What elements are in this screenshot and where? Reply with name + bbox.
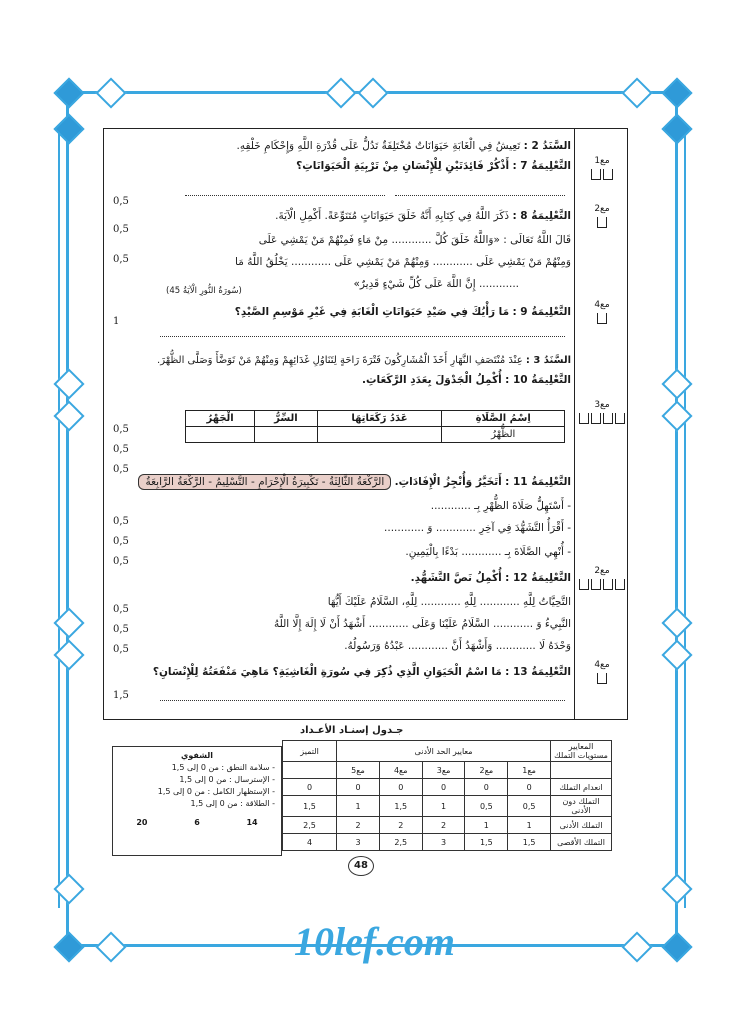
criterion-label: مع4 [575,660,629,684]
level-label: التملك الأقصى [551,834,612,851]
options-box: الرَّكْعَةُ الثَّالِثَةُ - تَكْبِيرَةُ الْإِحْرَامِ - التَّسْلِيمُ - الرَّكْعَةُ الرَّابِعَةُ [138,474,391,490]
mark-value: 0,5 [113,624,129,635]
tashahhud-line-1: التَّحِيَّاتُ لِلَّهِ ............ لِلَّهِ ............ لِلَّهِ، السَّلَامُ عَلَيْكَ أَيُّهَا [327,596,571,608]
ornament-diamond [661,368,692,399]
verse-line-3: ............ إِنَّ اللَّهَ عَلَى كُلِّ شَيْءٍ قَدِيرٌ» [353,278,519,290]
criterion-label: مع2 [575,204,629,228]
support-3: السَّنَدُ 3 : عِنْدَ مُنْتَصَفِ النَّهَارِ أَخَذَ الْمُشَارِكُونَ فَتْرَةَ رَاحَةٍ لِتَنَاوُلِ غَدَائِهِمْ وَمِنْهُمْ مَنْ تَوَضَّأَ وَصَلَّى الظُّهْرَ. [157,355,571,366]
answer-line[interactable] [160,336,565,337]
mark-value: 1,5 [113,690,129,701]
grid-cell: 2 [379,817,422,834]
ornament-diamond [621,77,652,108]
scoring-title: جـدول إسنـاد الأعـداد [300,725,404,736]
level-label: التملك الأدنى [551,817,612,834]
instruction-8: التَّعْلِيمَةُ 8 : ذَكَرَ اللَّهُ فِي كِتَابِهِ أَنَّهُ خَلَقَ حَيَوَانَاتٍ مُتَنَوِّعَةً. أَكْمِلِ الْآيَةَ. [275,210,571,222]
criterion-label: مع1 [575,156,629,180]
completion-item: - أَقْرَأُ التَّشَهُّدَ فِي آخِرِ ............ وَ ............ [384,522,571,534]
total-value: 14 [246,818,258,827]
grid-header: مع3 [422,762,465,779]
mark-value: 0,5 [113,444,129,455]
grid-cell: 1,5 [379,796,422,817]
marks-column [103,128,149,720]
tashahhud-line-2: النَّبِيءُ وَ ............ السَّلَامُ عَلَيْنَا وَعَلَى ............ أَشْهَدُ أَنْ لَا إِلَهَ إِلَّا اللَّهُ [273,618,571,630]
grid-cell: 3 [337,834,380,851]
grid-header: مع5 [337,762,380,779]
ornament-diamond [357,77,388,108]
grid-cell: 0 [337,779,380,796]
table-cell[interactable] [255,427,317,443]
oral-item: - الإستظهار الكامل : من 0 إلى 1,5 [157,787,275,796]
corner-diamond-tl [53,77,84,108]
page-number: 48 [348,856,374,876]
instruction-7: التَّعْلِيمَةُ 7 : أَذْكُرْ فَائِدَتَيْنِ لِلْإِنْسَانِ مِنْ تَرْبِيَةِ الْحَيَوَانَاتِ؟ [296,160,571,172]
mark-value: 0,5 [113,516,129,527]
grid-header: التميز [283,741,337,762]
instruction-11: التَّعْلِيمَةُ 11 : أَتَخَيَّرُ وَأُنْجِزُ الْإِفَادَاتِ. الرَّكْعَةُ الثَّالِثَةُ - تَكْبِيرَةُ الْإِحْرَامِ - التَّسْلِيمُ - الرَّكْعَةُ الرَّابِعَةُ [138,476,571,489]
ornament-diamond [95,77,126,108]
grid-cell: 0 [283,779,337,796]
grid-header: المعايير مستويات التملك [551,741,612,762]
grid-cell: 2 [422,817,465,834]
mark-value: 0,5 [113,536,129,547]
instruction-12: التَّعْلِيمَةُ 12 : أُكْمِلُ نَصَّ التَّشَهُّدِ. [410,572,571,584]
answer-line[interactable] [395,195,565,196]
criteria-column [574,128,628,720]
oral-box [112,746,282,856]
instruction-10: التَّعْلِيمَةُ 10 : أُكْمِلُ الْجَدْوَلَ بِعَدَدِ الرَّكَعَاتِ. [361,374,571,386]
verse-line-1: قَالَ اللَّهُ تَعَالَى : «وَاللَّهُ خَلَقَ كُلَّ ............ مِنْ مَاءٍ فَمِنْهُمْ مَنْ يَمْشِي عَلَى [258,234,571,246]
corner-diamond-tr [661,77,692,108]
ornament-diamond [661,607,692,638]
table-header: اِسْمُ الصَّلَاةِ [442,411,565,427]
grid-cell: 3 [422,834,465,851]
oral-item: - الإسترسال : من 0 إلى 1,5 [179,775,275,784]
ornament-diamond [661,400,692,431]
grid-header: مع1 [508,762,551,779]
mark-value: 0,5 [113,644,129,655]
grid-cell: 0 [465,779,508,796]
frame-inner-right [684,128,686,908]
instruction-13: التَّعْلِيمَةُ 13 : مَا اسْمُ الْحَيَوَانِ الَّذِي ذُكِرَ فِي سُورَةِ الْغَاشِيَةِ؟ مَاهِيَ مَنْفَعَتُهُ لِلْإِنْسَانِ؟ [152,666,571,678]
site-watermark: 10lef.com [293,919,456,964]
table-cell: الظُّهْرُ [442,427,565,443]
mark-value: 0,5 [113,196,129,207]
grid-cell: 4 [283,834,337,851]
criterion-label: مع4 [575,300,629,324]
grid-cell: 1,5 [465,834,508,851]
answer-line[interactable] [185,195,385,196]
ornament-diamond [661,639,692,670]
grid-cell: 1,5 [283,796,337,817]
grid-header: معايير الحد الأدنى [337,741,551,762]
frame-left [66,91,69,947]
grid-cell: 1,5 [508,834,551,851]
grid-cell: 1 [465,817,508,834]
ornament-diamond [661,873,692,904]
mark-value: 0,5 [113,604,129,615]
completion-item: - أَسْتَهِلُّ صَلَاةَ الظُّهْرِ بِـ ............ [430,500,571,512]
level-label: انعدام التملك [551,779,612,796]
mark-value: 0,5 [113,464,129,475]
completion-item: - أُنْهِي الصَّلَاةَ بِـ ............ بَدْءًا بِالْيَمِينِ. [405,546,571,558]
tashahhud-line-3: وَحْدَهُ لَا ............ وَأَشْهَدُ أَنَّ ............ عَبْدُهُ وَرَسُولُهُ. [344,640,571,652]
grid-cell: 0 [422,779,465,796]
rakaat-table [185,410,565,443]
table-cell[interactable] [186,427,255,443]
grid-cell: 1 [337,796,380,817]
grid-header: مع2 [465,762,508,779]
total-value: 6 [194,818,200,827]
grid-cell: 0 [508,779,551,796]
grid-cell: 2 [337,817,380,834]
oral-item: - سلامة النطق : من 0 إلى 1,5 [171,763,275,772]
ornament-diamond [661,113,692,144]
criterion-label: مع2 [575,566,629,590]
grid-cell: 1 [422,796,465,817]
totals-row [113,818,281,827]
grid-cell: 0,5 [465,796,508,817]
mark-value: 1 [113,316,120,327]
grid-cell: 2,5 [379,834,422,851]
oral-title: الشفوي [181,751,213,760]
grid-cell: 0 [379,779,422,796]
answer-line[interactable] [160,700,565,701]
table-header: السِّرُّ [255,411,317,427]
oral-item: - الطلاقة : من 0 إلى 1,5 [190,799,275,808]
grid-cell: 0,5 [508,796,551,817]
grid-cell [283,762,337,779]
mark-value: 0,5 [113,224,129,235]
frame-right [675,91,678,947]
table-cell[interactable] [317,427,442,443]
table-header: عَدَدُ رَكَعَاتِهَا [317,411,442,427]
criterion-label: مع3 [575,400,629,424]
mark-value: 0,5 [113,424,129,435]
grid-cell [551,762,612,779]
grid-cell: 1 [508,817,551,834]
support-2: السَّنَدُ 2 : تَعِيشُ فِي الْغَابَةِ حَيَوَانَاتٌ مُخْتَلِفَةٌ تَدُلُّ عَلَى قُدْرَةِ اللَّهِ وَإِحْكَامِ خَلْقِهِ. [236,140,571,152]
level-label: التملك دون الأدنى [551,796,612,817]
table-header: الْجَهْرُ [186,411,255,427]
grid-header: مع4 [379,762,422,779]
mark-value: 0,5 [113,556,129,567]
scoring-table [282,740,612,851]
grid-cell: 2,5 [283,817,337,834]
mark-value: 0,5 [113,254,129,265]
verse-line-2: وَمِنْهُمْ مَنْ يَمْشِي عَلَى ............ وَمِنْهُمْ مَنْ يَمْشِي عَلَى ............ يَخْلُقُ اللَّهُ مَا [235,256,571,268]
instruction-9: التَّعْلِيمَةُ 9 : مَا رَأْيُكَ فِي صَيْدِ حَيَوَانَاتِ الْغَابَةِ فِي غَيْرِ مَوْسِمِ الصَّيْدِ؟ [234,306,571,318]
total-value: 20 [136,818,148,827]
verse-reference: (سُورَةُ النُّورِ الْآيَةُ 45) [166,286,242,296]
ornament-diamond [325,77,356,108]
frame-inner-left [58,128,60,908]
